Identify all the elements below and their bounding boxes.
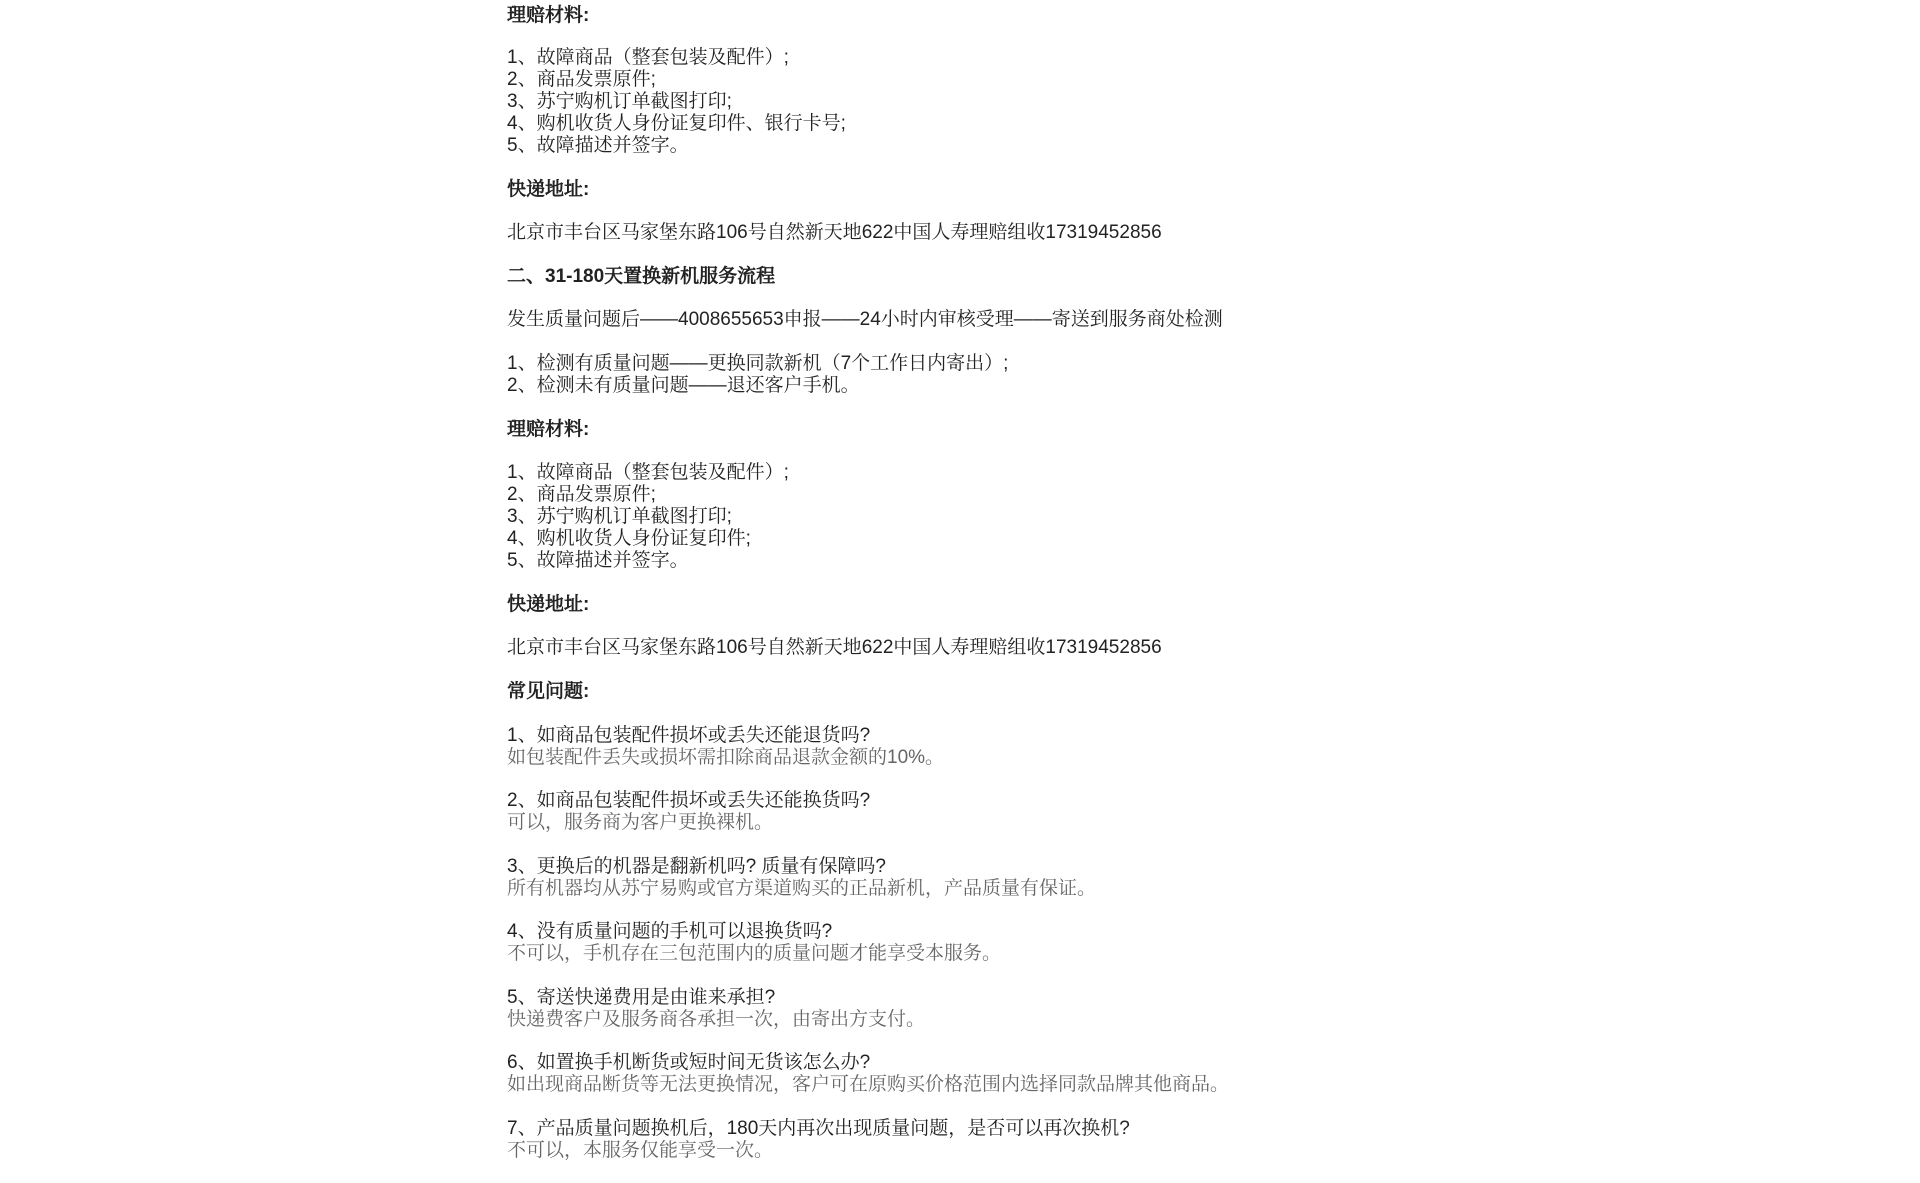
faq-question: 7、产品质量问题换机后，180天内再次出现质量问题，是否可以再次换机? bbox=[507, 1118, 1130, 1139]
address-1: 北京市丰台区马家堡东路106号自然新天地622中国人寿理赔组收17319452856 bbox=[507, 222, 1162, 243]
outcome-item: 2、检测未有质量问题——退还客户手机。 bbox=[507, 375, 860, 396]
materials-item: 2、商品发票原件; bbox=[507, 69, 656, 90]
outcome-item: 1、检测有质量问题——更换同款新机（7个工作日内寄出）; bbox=[507, 353, 1009, 374]
materials-item: 1、故障商品（整套包装及配件）; bbox=[507, 462, 789, 483]
materials-item: 3、苏宁购机订单截图打印; bbox=[507, 506, 732, 527]
materials-item: 2、商品发票原件; bbox=[507, 484, 656, 505]
section2-title: 二、31-180天置换新机服务流程 bbox=[507, 266, 776, 287]
materials-item: 5、故障描述并签字。 bbox=[507, 135, 689, 156]
materials-item: 4、购机收货人身份证复印件、银行卡号; bbox=[507, 113, 846, 134]
faq-answer: 所有机器均从苏宁易购或官方渠道购买的正品新机，产品质量有保证。 bbox=[507, 878, 1097, 899]
faq-question: 4、没有质量问题的手机可以退换货吗? bbox=[507, 921, 833, 942]
faq-answer: 快递费客户及服务商各承担一次，由寄出方支付。 bbox=[507, 1009, 926, 1030]
faq-heading: 常见问题: bbox=[507, 681, 590, 702]
materials-heading-1: 理赔材料: bbox=[507, 5, 590, 26]
faq-answer: 可以，服务商为客户更换裸机。 bbox=[507, 812, 774, 833]
faq-answer: 如出现商品断货等无法更换情况，客户可在原购买价格范围内选择同款品牌其他商品。 bbox=[507, 1074, 1230, 1095]
service-flow: 发生质量问题后——4008655653申报——24小时内审核受理——寄送到服务商处检测 bbox=[507, 309, 1223, 330]
materials-item: 5、故障描述并签字。 bbox=[507, 550, 689, 571]
faq-answer: 如包装配件丢失或损坏需扣除商品退款金额的10%。 bbox=[507, 747, 945, 768]
materials-item: 1、故障商品（整套包装及配件）; bbox=[507, 47, 789, 68]
faq-question: 1、如商品包装配件损坏或丢失还能退货吗? bbox=[507, 725, 871, 746]
address-heading-2: 快递地址: bbox=[507, 594, 590, 615]
address-2: 北京市丰台区马家堡东路106号自然新天地622中国人寿理赔组收17319452856 bbox=[507, 637, 1162, 658]
faq-question: 5、寄送快递费用是由谁来承担? bbox=[507, 987, 776, 1008]
faq-answer: 不可以，本服务仅能享受一次。 bbox=[507, 1140, 774, 1161]
materials-item: 4、购机收货人身份证复印件; bbox=[507, 528, 751, 549]
faq-question: 3、更换后的机器是翻新机吗? 质量有保障吗? bbox=[507, 856, 886, 877]
address-heading-1: 快递地址: bbox=[507, 179, 590, 200]
materials-heading-2: 理赔材料: bbox=[507, 419, 590, 440]
materials-item: 3、苏宁购机订单截图打印; bbox=[507, 91, 732, 112]
faq-answer: 不可以，手机存在三包范围内的质量问题才能享受本服务。 bbox=[507, 943, 1002, 964]
faq-question: 2、如商品包装配件损坏或丢失还能换货吗? bbox=[507, 790, 871, 811]
faq-question: 6、如置换手机断货或短时间无货该怎么办? bbox=[507, 1052, 871, 1073]
